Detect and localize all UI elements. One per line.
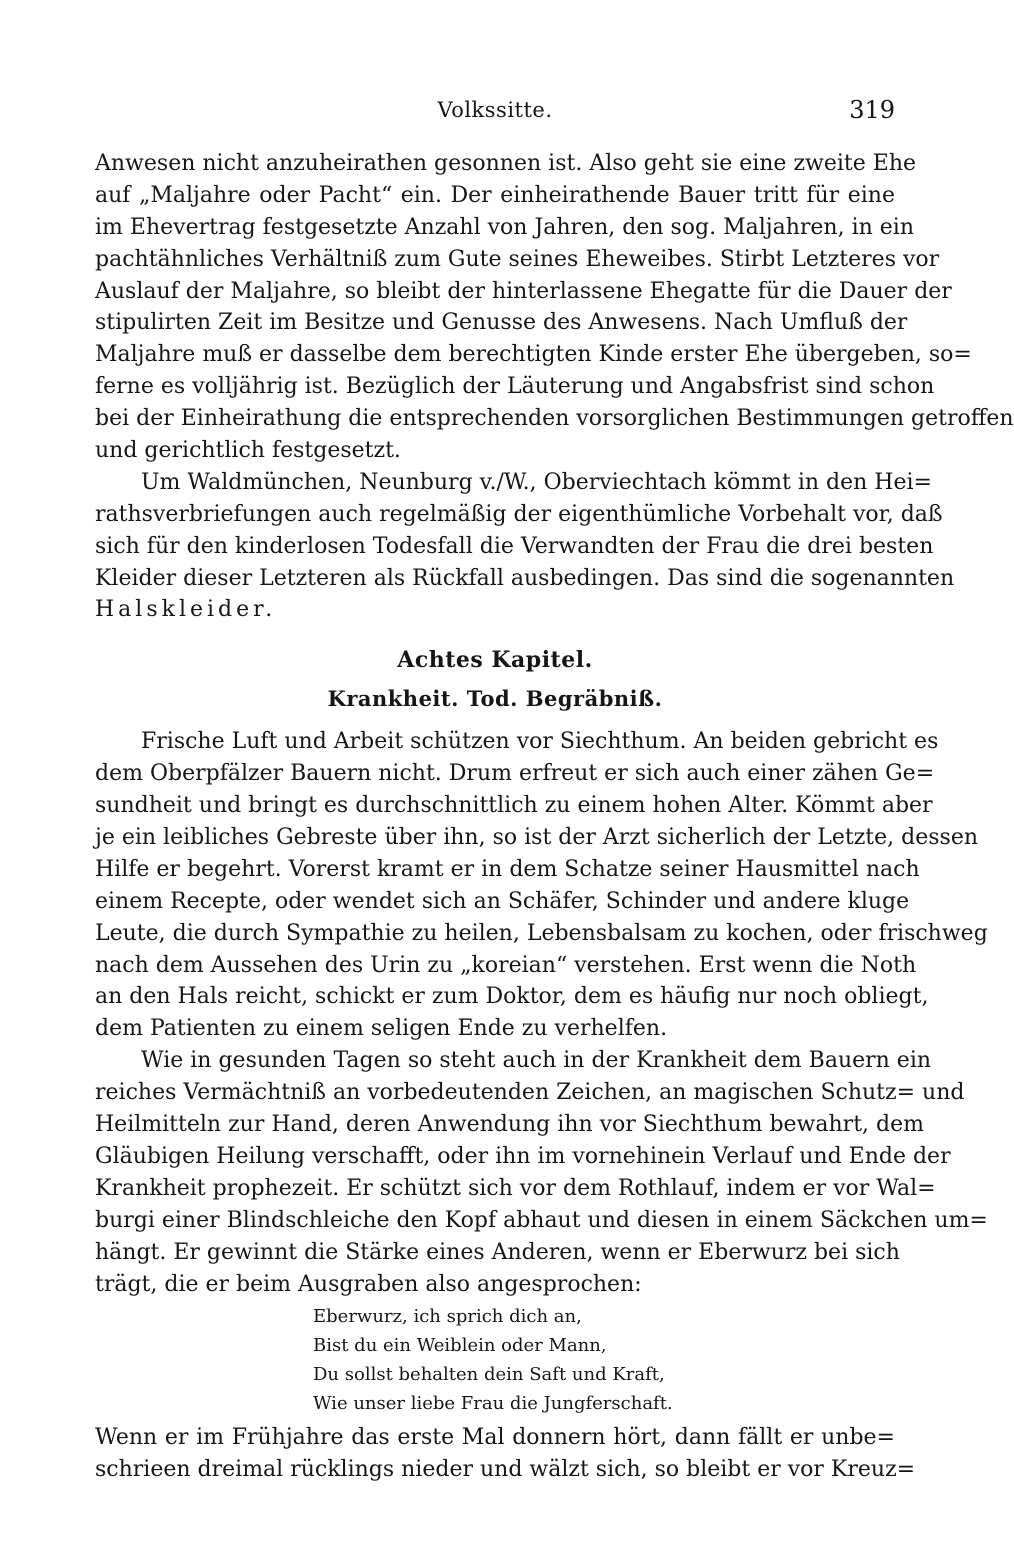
verse-line: Wie unser liebe Frau die Jungferschaft. bbox=[313, 1393, 673, 1415]
text-line: einem Recepte, oder wendet sich an Schäfer, Schinder und andere kluge bbox=[95, 888, 910, 914]
text-line: Gläubigen Heilung verschafft, oder ihn im vornehinein Verlauf und Ende der bbox=[95, 1143, 951, 1169]
text-line: trägt, die er beim Ausgraben also angesprochen: bbox=[95, 1271, 642, 1297]
text-line: pachtähnliches Verhältniß zum Gute seines Eheweibes. Stirbt Letzteres vor bbox=[95, 246, 940, 272]
text-line: Krankheit prophezeit. Er schützt sich vor dem Rothlauf, indem er vor Wal= bbox=[95, 1175, 936, 1201]
body-text bbox=[95, 148, 1014, 1486]
paragraph-2 bbox=[95, 467, 955, 626]
text-line: Wenn er im Frühjahre das erste Mal donnern hört, dann fällt er unbe= bbox=[95, 1425, 895, 1451]
verse-line: Bist du ein Weiblein oder Mann, bbox=[313, 1335, 607, 1357]
text-line: nach dem Aussehen des Urin zu „koreian“ verstehen. Erst wenn die Noth bbox=[95, 952, 917, 978]
paragraph-3 bbox=[95, 726, 988, 1045]
text-line: Wie in gesunden Tagen so steht auch in der Krankheit dem Bauern ein bbox=[141, 1048, 932, 1074]
text-line: Frische Luft und Arbeit schützen vor Siechthum. An beiden gebricht es bbox=[141, 729, 939, 755]
text-line: Auslauf der Maljahre, so bleibt der hinterlassene Ehegatte für die Dauer der bbox=[95, 278, 952, 304]
paragraph-5 bbox=[95, 1422, 916, 1486]
text-line: Heilmitteln zur Hand, deren Anwendung ihn vor Siechthum bewahrt, dem bbox=[95, 1112, 924, 1138]
text-line: stipulirten Zeit im Besitze und Genusse des Anwesens. Nach Umfluß der bbox=[95, 310, 908, 336]
text-line: an den Hals reicht, schickt er zum Doktor, dem es häufig nur noch obliegt, bbox=[95, 984, 929, 1010]
running-head bbox=[95, 98, 895, 130]
text-line: hängt. Er gewinnt die Stärke eines Anderen, wenn er Eberwurz bei sich bbox=[95, 1239, 900, 1265]
text-line: sich für den kinderlosen Todesfall die Verwandten der Frau die drei besten bbox=[95, 533, 934, 559]
verse-block bbox=[313, 1302, 895, 1418]
text-line: auf „Maljahre oder Pacht“ ein. Der einheirathende Bauer tritt für eine bbox=[95, 182, 895, 208]
text-line: reiches Vermächtniß an vorbedeutenden Zeichen, an magischen Schutz= und bbox=[95, 1080, 965, 1106]
text-line: sundheit und bringt es durchschnittlich zu einem hohen Alter. Kömmt aber bbox=[95, 793, 933, 819]
text-line: im Ehevertrag festgesetzte Anzahl von Jahren, den sog. Maljahren, in ein bbox=[95, 214, 915, 240]
chapter-subtitle: Krankheit. Tod. Begräbniß. bbox=[327, 686, 663, 712]
text-line: Leute, die durch Sympathie zu heilen, Lebensbalsam zu kochen, oder frischweg bbox=[95, 920, 988, 946]
page-number: 319 bbox=[849, 96, 895, 124]
paragraph-4 bbox=[95, 1045, 988, 1300]
text-line: Anwesen nicht anzuheirathen gesonnen ist. Also geht sie eine zweite Ehe bbox=[95, 151, 917, 176]
text-line: Hilfe er begehrt. Vorerst kramt er in dem Schatze seiner Hausmittel nach bbox=[95, 856, 920, 882]
text-line: rathsverbriefungen auch regelmäßig der eigenthümliche Vorbehalt vor, daß bbox=[95, 501, 943, 527]
text-line: dem Patienten zu einem seligen Ende zu verhelfen. bbox=[95, 1016, 668, 1042]
spaced-term: Halskleider. bbox=[95, 597, 277, 623]
text-line: je ein leibliches Gebreste über ihn, so ist der Arzt sicherlich der Letzte, dessen bbox=[95, 825, 979, 851]
text-line: dem Oberpfälzer Bauern nicht. Drum erfreut er sich auch einer zähen Ge= bbox=[95, 761, 935, 787]
text-line: Um Waldmünchen, Neunburg v./W., Oberviechtach kömmt in den Hei= bbox=[141, 469, 932, 495]
text-line: Kleider dieser Letzteren als Rückfall ausbedingen. Das sind die sogenannten bbox=[95, 565, 955, 591]
verse-line: Eberwurz, ich sprich dich an, bbox=[313, 1306, 582, 1328]
running-title: Volkssitte. bbox=[437, 98, 553, 122]
text-line: und gerichtlich festgesetzt. bbox=[95, 438, 401, 464]
text-line: bei der Einheirathung die entsprechenden vorsorglichen Bestimmungen getroffen bbox=[95, 406, 1014, 432]
text-line: burgi einer Blindschleiche den Kopf abhaut und diesen in einem Säckchen um= bbox=[95, 1207, 988, 1233]
text-line: schrieen dreimal rücklings nieder und wälzt sich, so bleibt er vor Kreuz= bbox=[95, 1457, 916, 1483]
text-line: Maljahre muß er dasselbe dem berechtigten Kinde erster Ehe übergeben, so= bbox=[95, 342, 972, 368]
text-line: ferne es volljährig ist. Bezüglich der Läuterung und Angabsfrist sind schon bbox=[95, 374, 935, 400]
chapter-title: Achtes Kapitel. bbox=[397, 647, 593, 674]
verse-line: Du sollst behalten dein Saft und Kraft, bbox=[313, 1364, 665, 1386]
paragraph-1 bbox=[95, 148, 1014, 467]
